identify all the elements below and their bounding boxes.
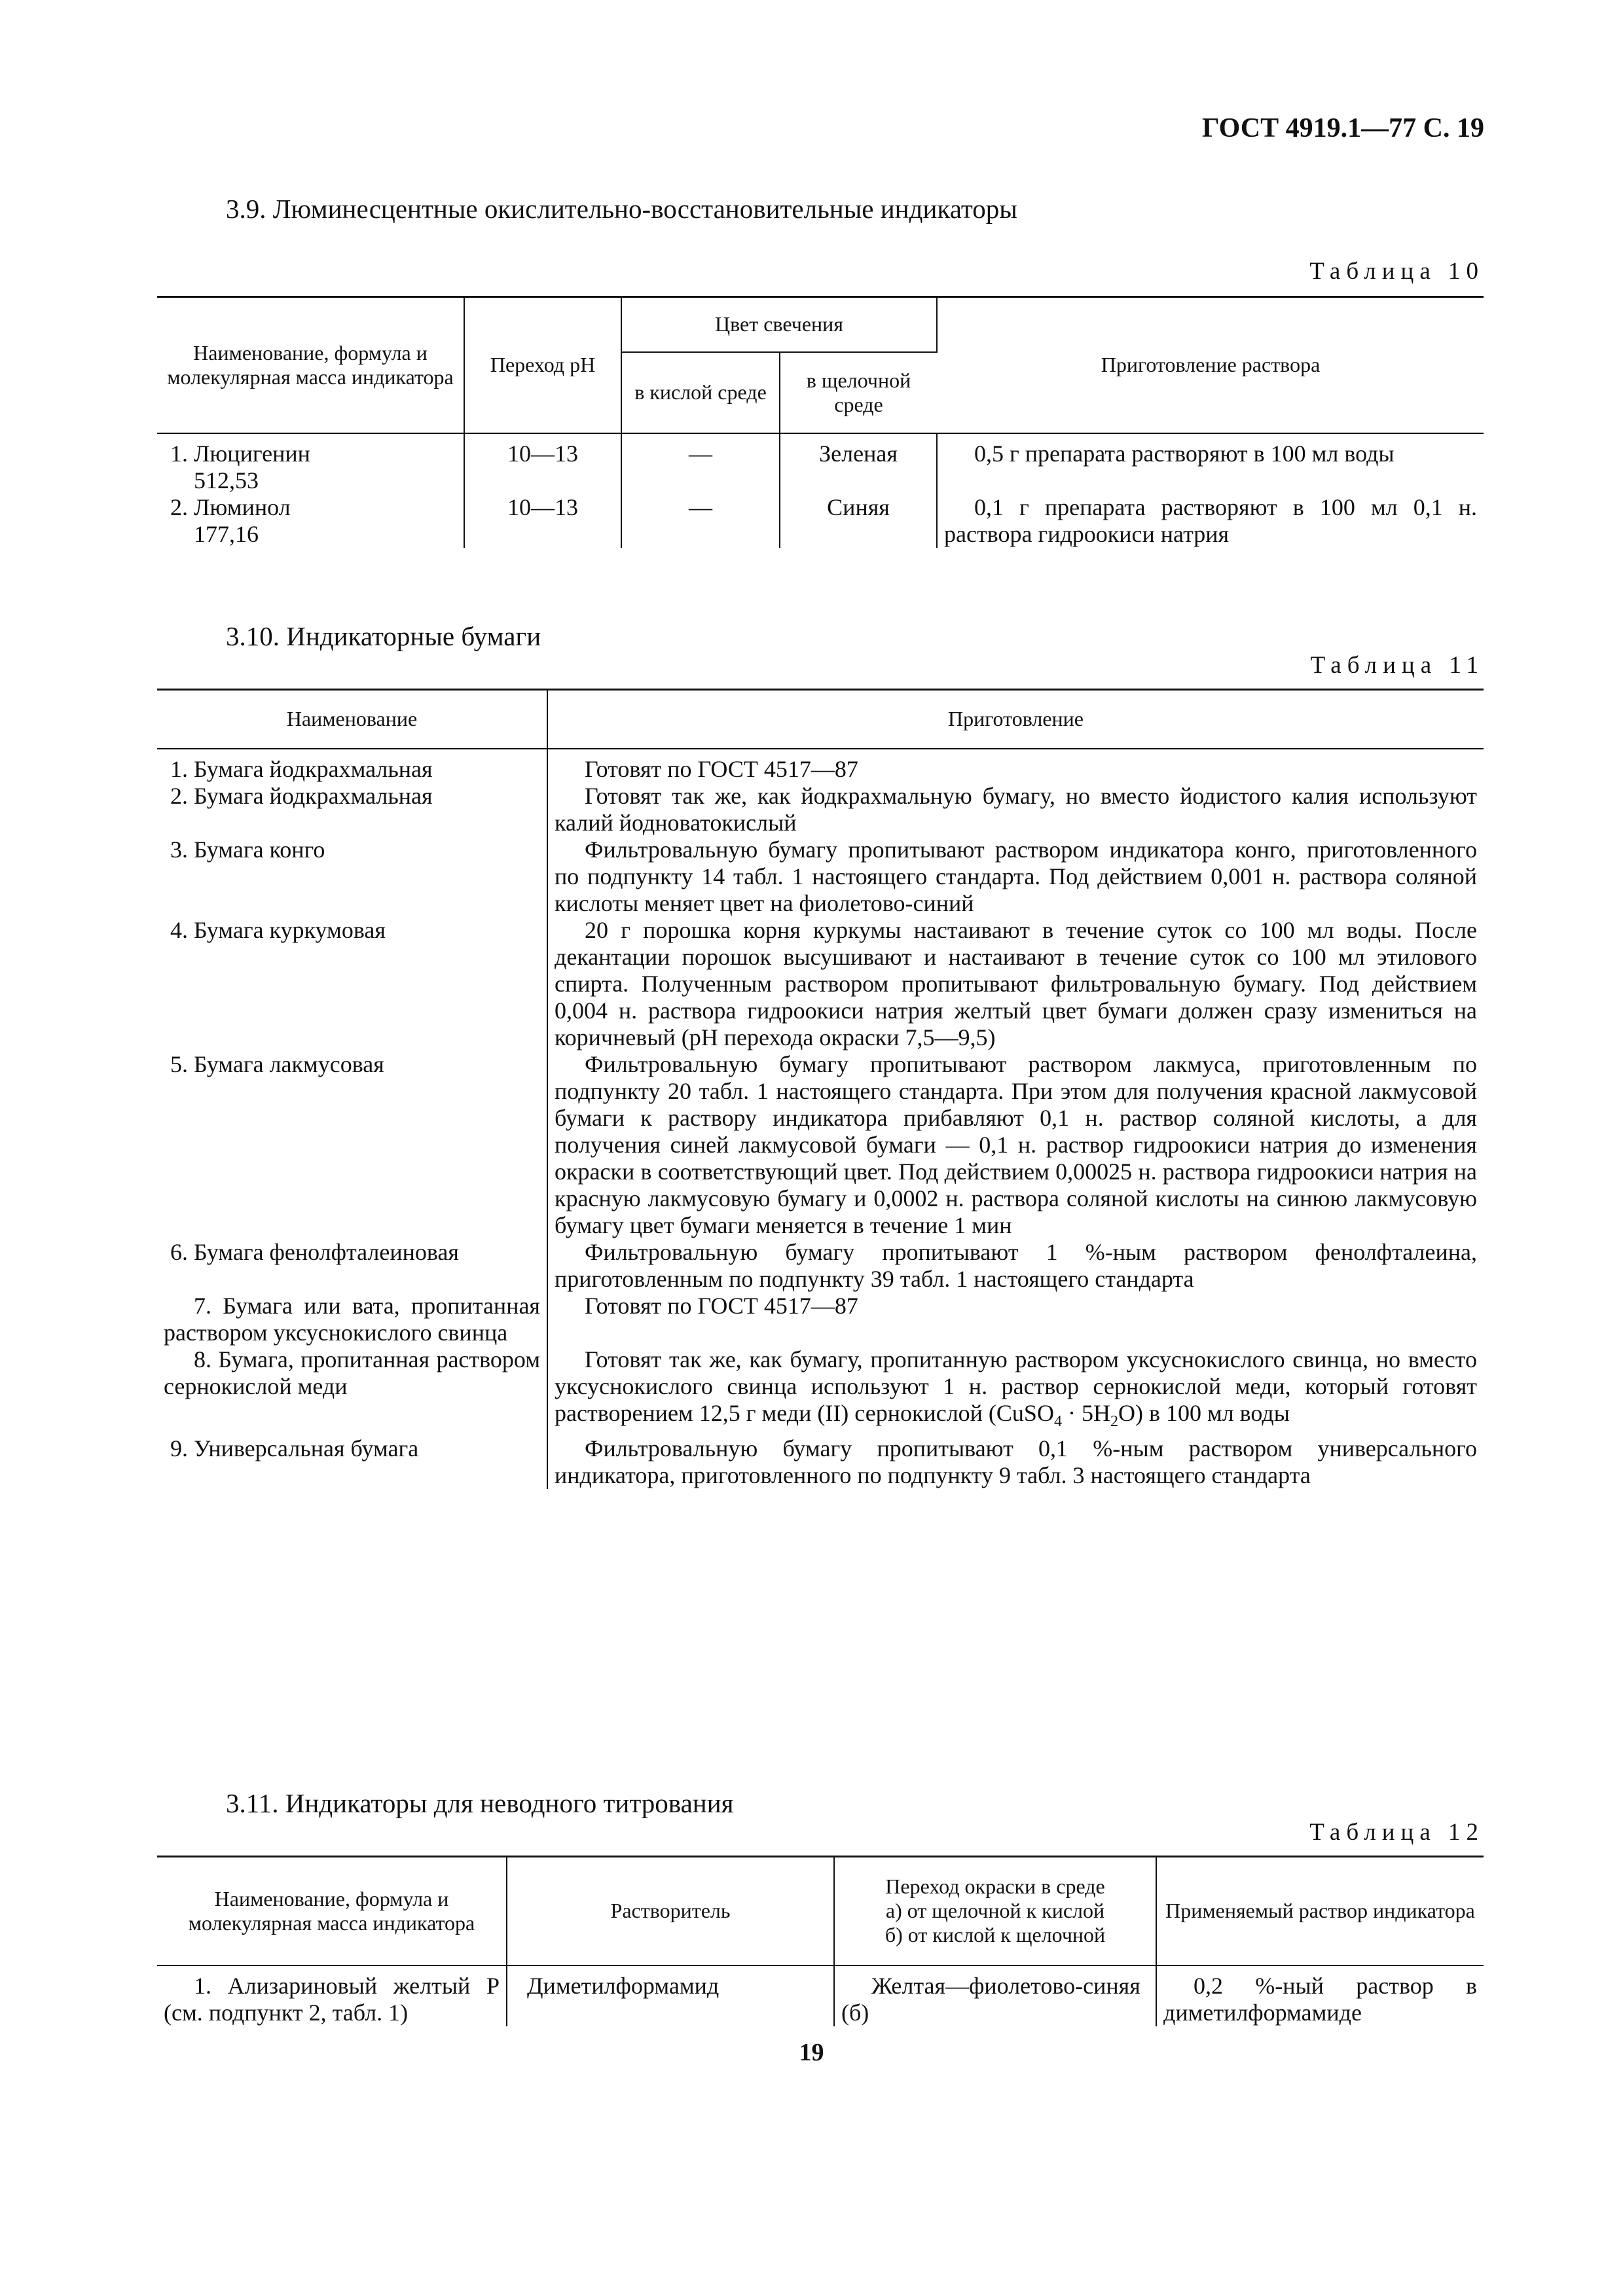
- page-header: ГОСТ 4919.1—77 С. 19: [1201, 113, 1484, 143]
- cell-prep: 20 г порошка корня куркумы настаивают в течение суток со 100 мл воды. После декантации порошок высушивают и настаивают в течение суток со 100 мл этилового спирта. Полученным раствором пропитывают фильтровальную бумагу. Под действием 0,004 н. раствора гидроокиси натрия желтый цвет бумаги должен сразу измениться на коричневый (pH перехода окраски 7,5—9,5): [555, 916, 1477, 1050]
- table-10: [157, 296, 1484, 548]
- col-header-solvent: Растворитель: [507, 1857, 834, 1965]
- formula-subscript: 4: [1053, 1412, 1062, 1430]
- section-title-3-9: 3.9. Люминесцентные окислительно-восстановительные индикаторы: [226, 194, 1017, 224]
- cell-name: 7. Бумага или вата, пропитанная раствором уксуснокислого свинца: [157, 1293, 547, 1346]
- col-header-name: Наименование: [157, 690, 547, 749]
- cell-prep: Фильтровальную бумагу пропитывают раствором лакмуса, приготовленным по подпункту 20 табл. 1 настоящего стандарта. При этом для получения красной лакмусовой бумаги к раствору индикатора прибавляют 0,1 н. раствор соляной кислоты, а для получения синей лакмусовой бумаги — 0,1 н. раствор гидроокиси натрия до изменения окраски в соответствующий цвет. Под действием 0,00025 н. раствора гидроокиси натрия на красную лакмусовую бумагу и 0,0002 н. раствора соляной кислоты на синюю лакмусовую бумагу цвет бумаги меняется в течение 1 мин: [555, 1050, 1477, 1238]
- table-row: [157, 494, 1484, 548]
- table-row: [157, 749, 1484, 783]
- col-header-name: Наименование, формула и молекулярная масса индикатора: [157, 297, 464, 433]
- cell-prep: Фильтровальную бумагу пропитывают раствором индикатора конго, приготовленного по подпункту 14 табл. 1 настоящего стандарта. Под действием 0,001 н. раствора соляной кислоты меняет цвет на фиолетово-синий: [555, 836, 1477, 916]
- cell-alkaline: Синяя: [780, 494, 937, 548]
- cell-transition: Желтая—фиолетово-синяя (б): [834, 1965, 1156, 2026]
- cell-name: 8. Бумага, пропитанная раствором сернокислой меди: [157, 1346, 547, 1435]
- table-row: [157, 1965, 1484, 2026]
- cell-acid: —: [621, 433, 780, 494]
- indicator-mass: 512,53: [194, 467, 259, 493]
- table-11: [157, 689, 1484, 1489]
- cell-name: 9. Универсальная бумага: [157, 1435, 547, 1489]
- cell-prep: Фильтровальную бумагу пропитывают 1 %-ным раствором фенолфталеина, приготовленным по подпункту 39 табл. 1 настоящего стандарта: [555, 1238, 1477, 1292]
- prep-text: · 5H: [1061, 1399, 1110, 1426]
- indicator-name: 1. Люцигенин: [170, 440, 310, 467]
- prep-text: O) в 100 мл воды: [1118, 1399, 1290, 1426]
- col-header-solution: Применяемый раствор индикатора: [1156, 1857, 1484, 1965]
- col-header-transition: [834, 1857, 1156, 1965]
- cell-name: 3. Бумага конго: [157, 836, 547, 917]
- cell-alkaline: Зеленая: [780, 433, 937, 494]
- cell-name: 6. Бумага фенолфталеиновая: [157, 1239, 547, 1293]
- cell-name: 5. Бумага лакмусовая: [157, 1051, 547, 1239]
- col-header-alkaline: в щелочной среде: [780, 352, 937, 433]
- table-label-12: Таблица 12: [1309, 1819, 1484, 1846]
- cell-solution: 0,2 %-ный раствор в диметилформамиде: [1163, 1972, 1477, 2026]
- cell-ph: 10—13: [464, 494, 621, 548]
- page-number: 19: [799, 2039, 824, 2066]
- cell-prep: 0,5 г препарата растворяют в 100 мл воды: [974, 440, 1395, 467]
- cell-name: 1. Бумага йодкрахмальная: [157, 749, 547, 783]
- col-header-acid: в кислой среде: [621, 352, 780, 433]
- table-row: [157, 1346, 1484, 1435]
- transition-title: Переход окраски в среде: [885, 1874, 1105, 1899]
- prep-text: Готовят так же, как бумагу, пропитанную раствором уксуснокислого свинца, но вместо уксуснокислого свинца используют 1 н. раствор сернокислой меди, который готовят растворением 12,5 г меди (II) сернокислой (CuSO: [555, 1346, 1477, 1426]
- formula-subscript: 2: [1110, 1412, 1118, 1430]
- cell-prep: 0,1 г препарата растворяют в 100 мл 0,1 н. раствора гидроокиси натрия: [944, 493, 1478, 547]
- cell-prep: Фильтровальную бумагу пропитывают 0,1 %-ным раствором универсального индикатора, приготовленного по подпункту 9 табл. 3 настоящего стандарта: [555, 1435, 1477, 1488]
- table-12: [157, 1856, 1484, 2026]
- cell-name: 1. Ализариновый желтый Р (см. подпункт 2, табл. 1): [157, 1965, 507, 2026]
- table-label-11: Таблица 11: [1310, 652, 1484, 679]
- cell-solvent: Диметилформамид: [507, 1965, 834, 2026]
- cell-prep: [547, 1346, 1484, 1435]
- indicator-mass: 177,16: [194, 520, 259, 547]
- cell-acid: —: [621, 494, 780, 548]
- cell-name: [157, 433, 464, 494]
- table-row: [157, 783, 1484, 836]
- cell-prep: Готовят так же, как йодкрахмальную бумагу, но вместо йодистого калия используют калий йодноватокислый: [555, 782, 1477, 836]
- table-row: [157, 917, 1484, 1051]
- table-row: [157, 1435, 1484, 1489]
- table-label-10: Таблица 10: [1309, 258, 1484, 285]
- transition-b: б) от кислой к щелочной: [884, 1923, 1106, 1947]
- col-header-prep: Приготовление: [547, 690, 1484, 749]
- indicator-name: 2. Люминол: [170, 493, 291, 520]
- col-header-ph: Переход pH: [464, 297, 621, 433]
- col-header-prep: Приготовление раствора: [937, 297, 1484, 433]
- transition-a: а) от щелочной к кислой: [885, 1899, 1105, 1923]
- cell-prep: Готовят по ГОСТ 4517—87: [585, 755, 858, 782]
- table-row: [157, 1239, 1484, 1293]
- col-header-glow: Цвет свечения: [621, 297, 937, 352]
- cell-name: 2. Бумага йодкрахмальная: [157, 783, 547, 836]
- cell-ph: 10—13: [464, 433, 621, 494]
- table-row: [157, 433, 1484, 494]
- table-row: [157, 1293, 1484, 1346]
- table-row: [157, 836, 1484, 917]
- col-header-name: Наименование, формула и молекулярная масса индикатора: [157, 1857, 507, 1965]
- section-title-3-11: 3.11. Индикаторы для неводного титрования: [226, 1788, 734, 1818]
- cell-name: [157, 494, 464, 548]
- cell-prep: Готовят по ГОСТ 4517—87: [585, 1292, 858, 1319]
- table-row: [157, 1051, 1484, 1239]
- section-title-3-10: 3.10. Индикаторные бумаги: [226, 621, 541, 651]
- cell-name: 4. Бумага куркумовая: [157, 917, 547, 1051]
